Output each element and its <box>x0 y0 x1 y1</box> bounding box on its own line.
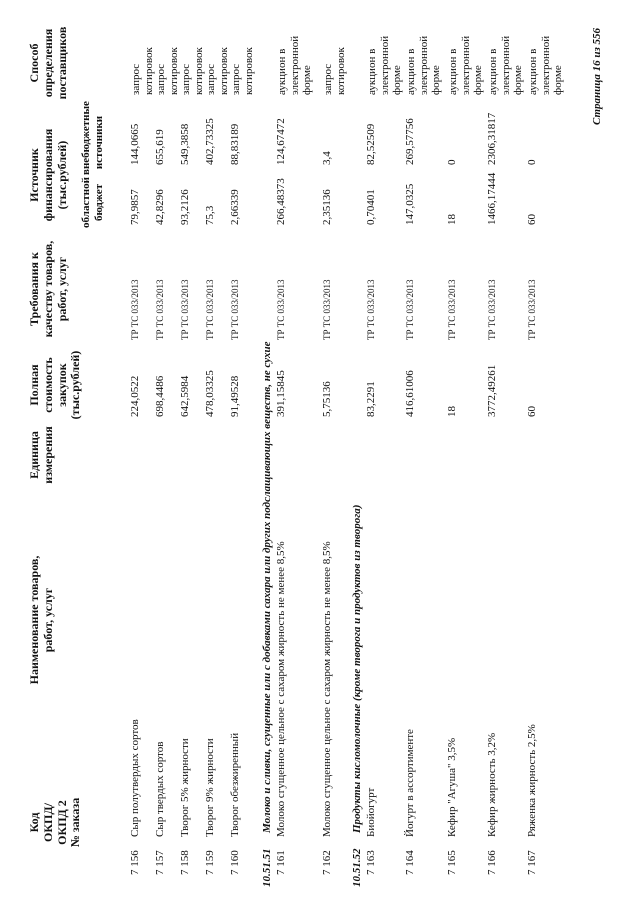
row-method-line: форме <box>552 65 565 95</box>
row-extra: 88,83189 <box>229 123 241 165</box>
row-method-line: аукцион в <box>527 48 539 95</box>
row-quality: ТР ТС 033/2013 <box>276 279 286 340</box>
row-method-line: форме <box>391 65 404 95</box>
row-method-line: запрос <box>180 63 192 95</box>
row-extra: 3,4 <box>321 151 333 165</box>
row-budget: 42,8296 <box>154 189 166 225</box>
row-quality: ТР ТС 033/2013 <box>322 279 332 340</box>
section-code: 10.51.51 <box>261 848 273 887</box>
header-source-line: финансирования <box>40 128 55 222</box>
row-cost: 60 <box>526 406 538 417</box>
header-code-line: Код <box>27 812 41 833</box>
row-method-line: запрос <box>230 63 242 95</box>
header-source-line: (тыс.рублей) <box>54 140 69 210</box>
row-name: Творог обезжиренный <box>229 732 241 837</box>
row-extra: 549,3858 <box>179 123 191 165</box>
row-method-line: котировок <box>217 47 230 95</box>
row-method-line: электронной <box>539 35 552 95</box>
row-name: Кефир "Агуша" 3,5% <box>446 737 458 837</box>
row-extra: 2306,31817 <box>486 112 498 165</box>
row-method-line: котировок <box>167 47 180 95</box>
row-name: Молоко сгущенное цельное с сахаром жирность не менее 8,5% <box>321 541 333 837</box>
row-method-line: запрос <box>155 63 167 95</box>
row-quality: ТР ТС 033/2013 <box>487 279 497 340</box>
row-method-line: электронной <box>459 35 472 95</box>
row-name: Биойогурт <box>365 787 377 837</box>
row-quality: ТР ТС 033/2013 <box>366 279 376 340</box>
row-method-line: запрос <box>205 63 217 95</box>
row-method-line: запрос <box>322 63 334 95</box>
page-number: Страница 16 из 556 <box>591 27 603 125</box>
row-name: Йогурт в ассортименте <box>404 729 416 837</box>
header-extra-line: источники <box>92 115 105 170</box>
header-cost-line: (тыс.рублей) <box>68 350 83 420</box>
row-code: 7 163 <box>365 850 377 875</box>
row-name: Ряженка жирность 2,5% <box>526 724 538 837</box>
row-name: Творог 5% жирности <box>179 738 191 837</box>
header-source <box>28 120 69 230</box>
row-name: Творог 9% жирности <box>204 738 216 837</box>
header-method-line: поставщиков <box>54 26 69 100</box>
row-cost: 5,75136 <box>321 381 333 417</box>
row-extra: 655,619 <box>154 129 166 165</box>
row-code: 7 164 <box>404 850 416 875</box>
row-extra: 144,0665 <box>129 123 141 165</box>
row-method <box>366 15 404 95</box>
row-method-line: форме <box>512 65 525 95</box>
row-code: 7 162 <box>321 850 333 875</box>
header-extra <box>80 101 105 175</box>
row-method-line: котировок <box>242 47 255 95</box>
row-method-line: запрос <box>130 63 142 95</box>
row-extra: 0 <box>446 159 458 165</box>
row-code: 7 156 <box>129 850 141 875</box>
header-budget <box>80 175 105 230</box>
row-code: 7 158 <box>179 850 191 875</box>
header-name <box>28 545 56 695</box>
header-cost <box>28 345 83 425</box>
row-method <box>447 15 485 95</box>
row-budget: 18 <box>446 214 458 225</box>
section-title: Продукты кисломолочные (кроме творога и продуктов из творога) <box>351 504 363 833</box>
row-code: 7 160 <box>229 850 241 875</box>
header-code <box>28 770 83 875</box>
row-method-line: форме <box>472 65 485 95</box>
header-name-line: Наименование товаров, <box>27 555 41 685</box>
row-cost: 91,49528 <box>229 375 241 417</box>
row-method <box>405 15 443 95</box>
header-code-line: ОКПД/ <box>40 803 55 842</box>
row-quality: ТР ТС 033/2013 <box>230 279 240 340</box>
row-budget: 79,9857 <box>129 189 141 225</box>
row-method-line: котировок <box>334 47 347 95</box>
row-code: 7 167 <box>526 850 538 875</box>
header-cost-line: Полная <box>27 364 41 406</box>
header-extra-line: внебюджетные <box>80 101 92 175</box>
header-cost-line: стоимость <box>40 357 55 413</box>
row-budget: 75,3 <box>204 205 216 225</box>
row-cost: 642,5984 <box>179 375 191 417</box>
row-quality: ТР ТС 033/2013 <box>447 279 457 340</box>
row-method-line: форме <box>301 65 314 95</box>
header-unit-line: Единица <box>27 431 41 479</box>
row-extra: 269,57756 <box>404 118 416 165</box>
row-code: 7 157 <box>154 850 166 875</box>
header-budget-line: областной <box>80 177 92 228</box>
row-budget: 0,70401 <box>365 189 377 225</box>
row-budget: 1466,17444 <box>486 172 498 225</box>
row-quality: ТР ТС 033/2013 <box>180 279 190 340</box>
header-method-line: Способ <box>27 43 41 83</box>
row-budget: 147,0325 <box>404 183 416 225</box>
row-method-line: электронной <box>378 35 391 95</box>
row-method-line: котировок <box>142 47 155 95</box>
row-cost: 83,2291 <box>365 381 377 417</box>
row-quality: ТР ТС 033/2013 <box>205 279 215 340</box>
row-cost: 18 <box>446 406 458 417</box>
row-code: 7 165 <box>446 850 458 875</box>
row-extra: 124,67472 <box>275 118 287 165</box>
row-budget: 2,66339 <box>229 189 241 225</box>
row-cost: 478,03325 <box>204 370 216 417</box>
row-method-line: электронной <box>417 35 430 95</box>
row-method-line: котировок <box>192 47 205 95</box>
row-method-line: аукцион в <box>447 48 459 95</box>
row-method <box>130 15 155 95</box>
row-method-line: электронной <box>499 35 512 95</box>
row-code: 7 159 <box>204 850 216 875</box>
row-method-line: аукцион в <box>276 48 288 95</box>
section-title: Молоко и сливки, сгущенные или с добавками сахара или других подслащивающих веществ, не сухие <box>261 341 273 833</box>
row-quality: ТР ТС 033/2013 <box>527 279 537 340</box>
row-method <box>180 15 205 95</box>
header-quality-line: работ, услуг <box>54 256 69 322</box>
row-extra: 0 <box>526 159 538 165</box>
header-unit <box>28 415 56 495</box>
row-budget: 266,48373 <box>275 178 287 225</box>
row-budget: 2,35136 <box>321 189 333 225</box>
header-unit-line: измерения <box>40 426 55 484</box>
row-cost: 224,0522 <box>129 375 141 417</box>
row-method-line: форме <box>430 65 443 95</box>
header-code-line: ОКПД 2 <box>54 800 69 845</box>
row-cost: 3772,49261 <box>486 364 498 417</box>
row-name: Молоко сгущенное цельное с сахаром жирность не менее 8,5% <box>275 541 287 837</box>
row-method <box>155 15 180 95</box>
header-method-line: определения <box>40 28 55 98</box>
row-quality: ТР ТС 033/2013 <box>130 279 140 340</box>
section-code: 10.51.52 <box>351 848 363 887</box>
row-method <box>322 15 347 95</box>
row-extra: 82,52509 <box>365 123 377 165</box>
row-method <box>527 15 565 95</box>
row-name: Сыр полутвердых сортов <box>129 719 141 837</box>
row-method <box>230 15 255 95</box>
header-code-line: № заказа <box>68 797 83 848</box>
row-budget: 60 <box>526 214 538 225</box>
row-method-line: аукцион в <box>405 48 417 95</box>
row-cost: 698,4486 <box>154 375 166 417</box>
row-method <box>205 15 230 95</box>
row-quality: ТР ТС 033/2013 <box>155 279 165 340</box>
row-code: 7 161 <box>275 850 287 875</box>
row-method <box>276 15 314 95</box>
row-quality: ТР ТС 033/2013 <box>405 279 415 340</box>
row-budget: 93,2126 <box>179 189 191 225</box>
row-cost: 391,15845 <box>275 370 287 417</box>
row-extra: 402,73325 <box>204 118 216 165</box>
header-cost-line: закупок <box>54 363 69 407</box>
header-source-line: Источник <box>27 148 41 202</box>
row-name: Сыр твердых сортов <box>154 741 166 837</box>
header-method <box>28 13 69 113</box>
header-quality <box>28 229 69 349</box>
row-name: Кефир жирность 3,2% <box>486 732 498 837</box>
row-method-line: аукцион в <box>366 48 378 95</box>
header-quality-line: Требования к <box>27 252 41 326</box>
row-method-line: электронной <box>288 35 301 95</box>
row-cost: 416,61006 <box>404 370 416 417</box>
row-method-line: аукцион в <box>487 48 499 95</box>
row-code: 7 166 <box>486 850 498 875</box>
header-quality-line: качеству товаров, <box>40 240 55 338</box>
header-name-line: работ, услуг <box>40 587 55 653</box>
row-method <box>487 15 525 95</box>
header-budget-line: бюджет <box>92 184 105 221</box>
